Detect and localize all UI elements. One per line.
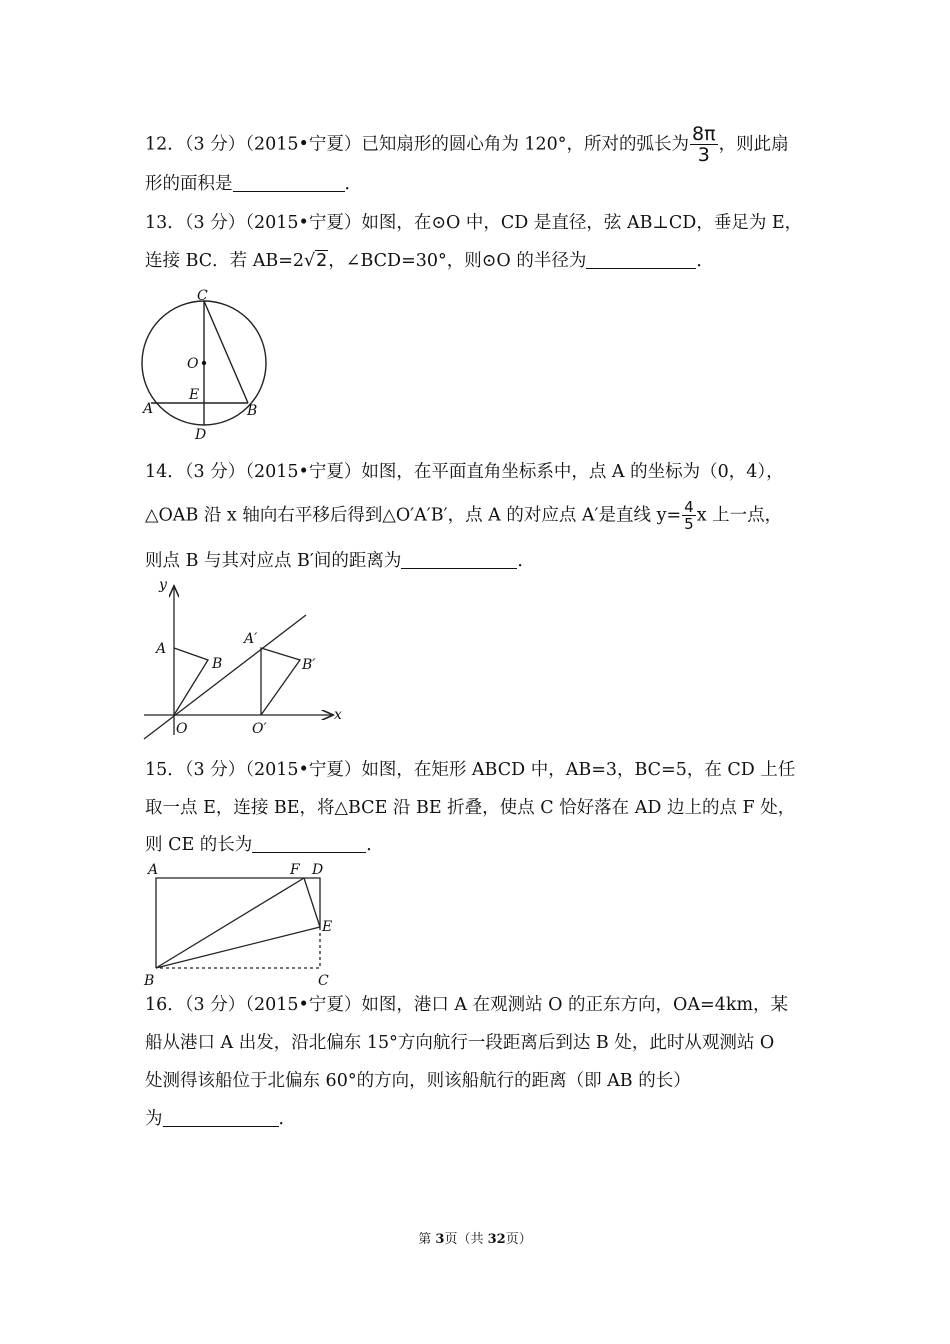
q15-rectangle-figure (140, 858, 340, 990)
q14-line3: 则点 B 与其对应点 B′间的距离为 ． (145, 551, 535, 571)
label-O-prime: O′ (252, 721, 267, 737)
label-A-prime: A′ (244, 631, 258, 647)
label-B: B (144, 973, 155, 989)
label-F: F (290, 862, 300, 878)
q13-line2: 连接 BC．若 AB=2√2，∠BCD=30°，则⊙O 的半径为 ． (145, 251, 714, 271)
q13-circle-figure (135, 283, 285, 443)
label-y: y (159, 577, 167, 593)
label-E: E (189, 387, 200, 403)
q16-line1: 16．（3 分）（2015•宁夏）如图，港口 A 在观测站 O 的正东方向，OA=4km，某 (145, 995, 789, 1015)
page-footer: 第 3页（共 32页） (418, 1232, 532, 1247)
q16-line4: 为 ． (145, 1109, 296, 1129)
label-D: D (312, 862, 324, 878)
label-O: O (187, 356, 199, 372)
label-B-prime: B′ (302, 657, 316, 673)
answer-blank[interactable] (252, 834, 366, 853)
q16-line2: 船从港口 A 出发，沿北偏东 15°方向航行一段距离后到达 B 处，此时从观测站 O (145, 1033, 775, 1053)
q13-line1: 13．（3 分）（2015•宁夏）如图，在⊙O 中，CD 是直径，弦 AB⊥CD，垂足为 E， (145, 213, 803, 233)
label-x: x (334, 707, 342, 723)
q14-line2: △OAB 沿 x 轴向右平移后得到△O′A′B′，点 A 的对应点 A′是直线 y= $\frac{4}{5}$ x 上一点， (145, 498, 783, 533)
page-total: 32 (487, 1232, 506, 1247)
q14-fraction: $\frac{4}{5}$ (684, 498, 694, 533)
label-A: A (156, 641, 167, 657)
label-D: D (195, 427, 207, 443)
q14-coordinate-figure (140, 575, 350, 740)
sqrt-symbol: √2 (304, 251, 328, 271)
label-B: B (247, 403, 258, 419)
label-A: A (143, 401, 154, 417)
answer-blank[interactable] (233, 173, 345, 192)
label-A: A (148, 862, 159, 878)
label-B: B (212, 656, 223, 672)
q15-line3: 则 CE 的长为 ． (145, 835, 384, 855)
q15-line1: 15．（3 分）（2015•宁夏）如图，在矩形 ABCD 中，AB=3，BC=5，在 CD 上任 (145, 760, 796, 780)
label-C: C (318, 973, 329, 989)
answer-blank[interactable] (163, 1108, 279, 1127)
q15-line2: 取一点 E，连接 BE，将△BCE 沿 BE 折叠，使点 C 恰好落在 AD 边上的点 F 处， (145, 798, 796, 818)
q12-line1: 12．（3 分）（2015•宁夏）已知扇形的圆心角为 120°，所对的弧长为 $\frac{8\pi}{3}$ ，则此扇 (145, 123, 789, 166)
q12-text: 12．（3 分）（2015•宁夏）已知扇形的圆心角为 120°，所对的弧长为 (145, 134, 690, 155)
answer-blank[interactable] (401, 550, 517, 569)
label-E: E (322, 919, 333, 935)
q12-fraction: $\frac{8\pi}{3}$ (692, 123, 716, 166)
page-number: 3 (435, 1232, 445, 1247)
q14-line1: 14．（3 分）（2015•宁夏）如图，在平面直角坐标系中，点 A 的坐标为（0，4）， (145, 462, 784, 482)
answer-blank[interactable] (586, 250, 696, 269)
q12-line2: 形的面积是 ． (145, 174, 362, 194)
label-O: O (176, 721, 188, 737)
label-C: C (197, 288, 208, 304)
q16-line3: 处测得该船位于北偏东 60°的方向，则该船航行的距离（即 AB 的长） (145, 1071, 691, 1091)
